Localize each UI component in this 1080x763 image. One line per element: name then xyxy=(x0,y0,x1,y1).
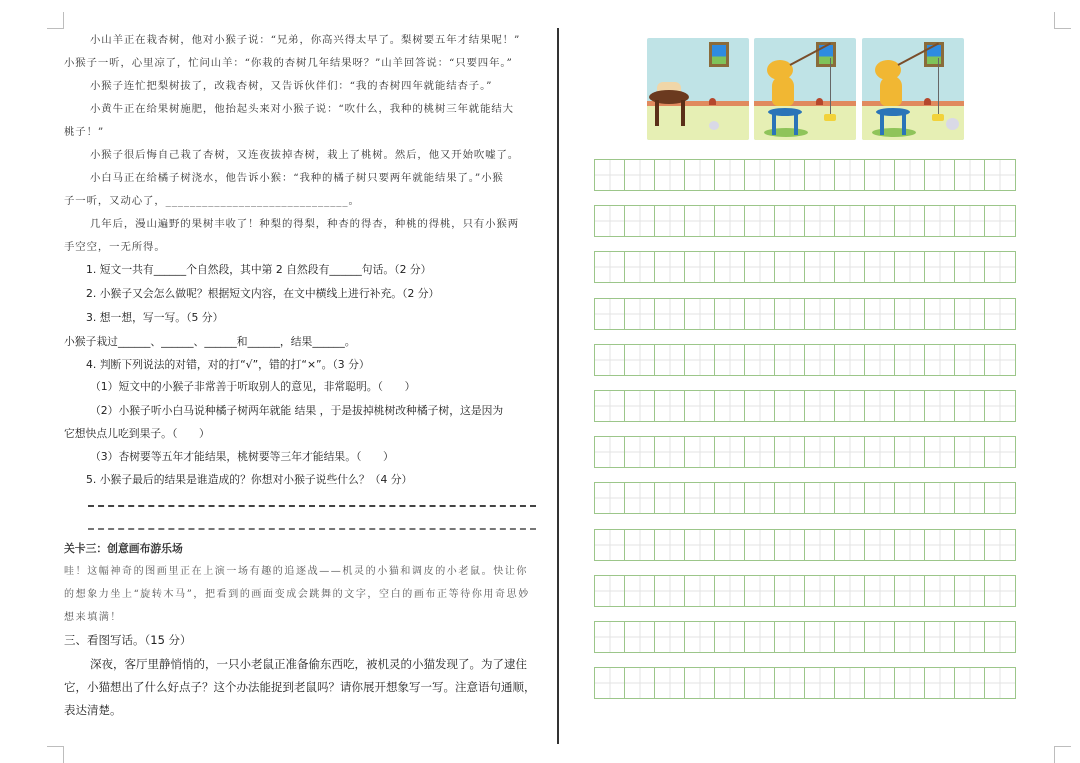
grid-cell[interactable] xyxy=(775,252,805,282)
grid-cell[interactable] xyxy=(985,252,1015,282)
grid-cell[interactable] xyxy=(625,437,655,467)
grid-cell[interactable] xyxy=(715,622,745,652)
grid-cell[interactable] xyxy=(745,160,775,190)
grid-cell[interactable] xyxy=(685,252,715,282)
cat-icon xyxy=(772,76,794,106)
grid-cell[interactable] xyxy=(595,668,625,698)
section-3-intro: 哇！这幅神奇的图画里正在上演一场有趣的追逐战——机灵的小猫和调皮的小老鼠。快让你 xyxy=(64,566,528,577)
page-corner-mark xyxy=(1054,12,1071,29)
grid-cell[interactable] xyxy=(955,206,985,236)
grid-cell[interactable] xyxy=(715,576,745,606)
question-2: 2. 小猴子又会怎么做呢？根据短文内容，在文中横线上进行补充。（2 分） xyxy=(86,287,440,300)
grid-row[interactable] xyxy=(594,159,1016,191)
grid-row[interactable] xyxy=(594,621,1016,653)
question-4: 4. 判断下列说法的对错，对的打“√”，错的打“×”。（3 分） xyxy=(86,358,370,371)
grid-cell[interactable] xyxy=(835,345,865,375)
grid-cell[interactable] xyxy=(865,206,895,236)
grid-cell[interactable] xyxy=(985,299,1015,329)
cheese-icon xyxy=(932,114,944,121)
grid-cell[interactable] xyxy=(745,391,775,421)
grid-cell[interactable] xyxy=(775,530,805,560)
grid-cell[interactable] xyxy=(595,391,625,421)
grid-cell[interactable] xyxy=(745,530,775,560)
section-3-heading: 三、看图写话。（15 分） xyxy=(64,633,192,647)
grid-cell[interactable] xyxy=(655,206,685,236)
grid-cell[interactable] xyxy=(835,530,865,560)
grid-cell[interactable] xyxy=(895,252,925,282)
grid-cell[interactable] xyxy=(685,160,715,190)
stool-shadow xyxy=(764,128,808,137)
grid-cell[interactable] xyxy=(895,622,925,652)
grid-cell[interactable] xyxy=(595,530,625,560)
grid-cell[interactable] xyxy=(595,160,625,190)
grid-cell[interactable] xyxy=(745,437,775,467)
page-divider xyxy=(557,28,559,744)
grid-cell[interactable] xyxy=(835,160,865,190)
grid-cell[interactable] xyxy=(745,668,775,698)
grid-cell[interactable] xyxy=(985,345,1015,375)
grid-cell[interactable] xyxy=(895,160,925,190)
grid-cell[interactable] xyxy=(835,668,865,698)
story-paragraph: 小黄牛正在给果树施肥，他抬起头来对小猴子说：“吹什么，我种的桃树三年就能结大 xyxy=(90,103,514,115)
grid-cell[interactable] xyxy=(955,160,985,190)
grid-cell[interactable] xyxy=(925,530,955,560)
grid-cell[interactable] xyxy=(895,483,925,513)
mouse-icon xyxy=(946,118,959,130)
question-4-item-2: （2）小猴子听小白马说种橘子树两年就能 结果 ，于是拔掉桃树改种橘子树，这是因为 xyxy=(90,404,504,417)
grid-cell[interactable] xyxy=(985,576,1015,606)
grid-cell[interactable] xyxy=(595,299,625,329)
grid-cell[interactable] xyxy=(775,483,805,513)
grid-cell[interactable] xyxy=(625,391,655,421)
grid-cell[interactable] xyxy=(925,437,955,467)
grid-cell[interactable] xyxy=(715,160,745,190)
grid-cell[interactable] xyxy=(835,299,865,329)
grid-cell[interactable] xyxy=(955,299,985,329)
question-4-item-1: （1）短文中的小猴子非常善于听取别人的意见，非常聪明。（ ） xyxy=(90,380,416,393)
grid-cell[interactable] xyxy=(835,622,865,652)
grid-cell[interactable] xyxy=(625,483,655,513)
stool-leg xyxy=(794,113,798,135)
question-4-item-2-cont: 它想快点儿吃到果子。（ ） xyxy=(64,427,210,440)
story-paragraph: 桃子！” xyxy=(64,126,105,138)
story-paragraph: 小猴子一听，心里凉了，忙问山羊：“你栽的杏树几年结果呀？”山羊回答说：“只要四年。” xyxy=(64,57,513,69)
baseboard xyxy=(754,101,856,106)
grid-cell[interactable] xyxy=(625,299,655,329)
stool-icon xyxy=(876,108,910,116)
grid-cell[interactable] xyxy=(805,299,835,329)
grid-cell[interactable] xyxy=(685,345,715,375)
mouse-icon xyxy=(709,121,719,130)
grid-cell[interactable] xyxy=(895,391,925,421)
cat-icon xyxy=(880,76,902,106)
grid-cell[interactable] xyxy=(865,345,895,375)
grid-cell[interactable] xyxy=(595,252,625,282)
grid-cell[interactable] xyxy=(655,252,685,282)
grid-cell[interactable] xyxy=(715,299,745,329)
grid-cell[interactable] xyxy=(835,252,865,282)
grid-cell[interactable] xyxy=(625,206,655,236)
stool-shadow xyxy=(872,128,916,137)
grid-cell[interactable] xyxy=(625,576,655,606)
cheese-icon xyxy=(824,114,836,121)
fishing-string xyxy=(830,58,831,116)
grid-row[interactable] xyxy=(594,205,1016,237)
grid-cell[interactable] xyxy=(925,345,955,375)
grid-cell[interactable] xyxy=(805,160,835,190)
grid-cell[interactable] xyxy=(715,252,745,282)
page-corner-mark xyxy=(47,12,64,29)
grid-cell[interactable] xyxy=(955,622,985,652)
grid-cell[interactable] xyxy=(775,668,805,698)
answer-line[interactable] xyxy=(88,505,536,507)
grid-cell[interactable] xyxy=(655,576,685,606)
grid-cell[interactable] xyxy=(805,668,835,698)
grid-cell[interactable] xyxy=(985,206,1015,236)
grid-cell[interactable] xyxy=(955,576,985,606)
grid-cell[interactable] xyxy=(955,530,985,560)
grid-cell[interactable] xyxy=(595,345,625,375)
grid-cell[interactable] xyxy=(865,437,895,467)
grid-cell[interactable] xyxy=(895,576,925,606)
grid-cell[interactable] xyxy=(925,668,955,698)
grid-cell[interactable] xyxy=(985,391,1015,421)
grid-cell[interactable] xyxy=(925,160,955,190)
grid-cell[interactable] xyxy=(655,391,685,421)
grid-cell[interactable] xyxy=(805,530,835,560)
grid-cell[interactable] xyxy=(655,299,685,329)
stool-leg xyxy=(772,113,776,135)
grid-cell[interactable] xyxy=(955,391,985,421)
grid-cell[interactable] xyxy=(745,345,775,375)
grid-row[interactable] xyxy=(594,298,1016,330)
answer-line[interactable] xyxy=(88,528,536,530)
grid-cell[interactable] xyxy=(985,160,1015,190)
grid-cell[interactable] xyxy=(655,160,685,190)
grid-cell[interactable] xyxy=(775,437,805,467)
section-3-intro: 的想象力坐上“旋转木马”，把看到的画面变成会跳舞的文字，空白的画布正等待你用奇思妙 xyxy=(64,589,530,600)
story-paragraph: 小猴子连忙把梨树拔了，改栽杏树，又告诉伙伴们：“我的杏树四年就能结杏子。” xyxy=(90,80,493,92)
question-4-item-3: （3）杏树要等五年才能结果，桃树要等三年才能结果。（ ） xyxy=(90,450,394,463)
grid-cell[interactable] xyxy=(715,206,745,236)
grid-cell[interactable] xyxy=(775,345,805,375)
grid-cell[interactable] xyxy=(955,437,985,467)
grid-cell[interactable] xyxy=(775,391,805,421)
grid-cell[interactable] xyxy=(835,483,865,513)
grid-cell[interactable] xyxy=(775,622,805,652)
grid-cell[interactable] xyxy=(685,206,715,236)
grid-cell[interactable] xyxy=(865,252,895,282)
grid-cell[interactable] xyxy=(955,668,985,698)
grid-row[interactable] xyxy=(594,251,1016,283)
grid-cell[interactable] xyxy=(655,437,685,467)
writing-prompt: 它，小猫想出了什么好点子？这个办法能捉到老鼠吗？请你展开想象写一写。注意语句通顺， xyxy=(64,680,536,694)
grid-cell[interactable] xyxy=(685,437,715,467)
grid-cell[interactable] xyxy=(925,206,955,236)
writing-prompt: 深夜，客厅里静悄悄的，一只小老鼠正准备偷东西吃，被机灵的小猫发现了。为了逮住 xyxy=(90,657,527,671)
grid-row[interactable] xyxy=(594,344,1016,376)
grid-cell[interactable] xyxy=(715,530,745,560)
grid-cell[interactable] xyxy=(625,622,655,652)
grid-cell[interactable] xyxy=(805,483,835,513)
grid-cell[interactable] xyxy=(745,576,775,606)
grid-cell[interactable] xyxy=(625,252,655,282)
floor xyxy=(647,104,749,140)
grid-cell[interactable] xyxy=(745,252,775,282)
story-paragraph: 小猴子很后悔自己栽了杏树，又连夜拔掉杏树，栽上了桃树。然后，他又开始吹嘘了。 xyxy=(90,149,520,161)
grid-row[interactable] xyxy=(594,482,1016,514)
picture-panel-2 xyxy=(754,38,856,140)
grid-cell[interactable] xyxy=(775,160,805,190)
grid-cell[interactable] xyxy=(685,299,715,329)
grid-cell[interactable] xyxy=(595,483,625,513)
grid-cell[interactable] xyxy=(595,206,625,236)
section-3-intro: 想来填满！ xyxy=(64,612,122,623)
grid-cell[interactable] xyxy=(655,345,685,375)
picture-panel-3 xyxy=(862,38,964,140)
grid-cell[interactable] xyxy=(835,206,865,236)
grid-cell[interactable] xyxy=(595,576,625,606)
grid-cell[interactable] xyxy=(715,483,745,513)
grid-cell[interactable] xyxy=(685,668,715,698)
grid-cell[interactable] xyxy=(895,299,925,329)
grid-cell[interactable] xyxy=(925,576,955,606)
story-paragraph: 几年后，漫山遍野的果树丰收了！种梨的得梨，种杏的得杏，种桃的得桃，只有小猴两 xyxy=(90,218,520,230)
stool-icon xyxy=(768,108,802,116)
grid-row[interactable] xyxy=(594,575,1016,607)
grid-cell[interactable] xyxy=(865,622,895,652)
grid-cell[interactable] xyxy=(625,160,655,190)
grid-cell[interactable] xyxy=(625,668,655,698)
question-5: 5. 小猴子最后的结果是谁造成的？你想对小猴子说些什么？（4 分） xyxy=(86,473,413,486)
wall-picture-icon xyxy=(709,42,729,67)
baseboard xyxy=(862,101,964,106)
grid-cell[interactable] xyxy=(985,483,1015,513)
grid-cell[interactable] xyxy=(805,437,835,467)
grid-cell[interactable] xyxy=(835,576,865,606)
grid-cell[interactable] xyxy=(865,391,895,421)
grid-cell[interactable] xyxy=(685,576,715,606)
grid-cell[interactable] xyxy=(865,160,895,190)
question-3-fill[interactable]: 小猴子栽过______、______、______和______，结果______。 xyxy=(64,335,356,348)
stool-leg xyxy=(902,113,906,135)
grid-cell[interactable] xyxy=(715,345,745,375)
grid-row[interactable] xyxy=(594,436,1016,468)
grid-cell[interactable] xyxy=(715,391,745,421)
grid-cell[interactable] xyxy=(895,668,925,698)
grid-cell[interactable] xyxy=(685,391,715,421)
grid-cell[interactable] xyxy=(865,576,895,606)
grid-cell[interactable] xyxy=(805,622,835,652)
story-paragraph: 小白马正在给橘子树浇水，他告诉小猴：“我种的橘子树只要两年就能结果了。”小猴 xyxy=(90,172,504,184)
grid-cell[interactable] xyxy=(745,299,775,329)
picture-panel-1 xyxy=(647,38,749,140)
grid-cell[interactable] xyxy=(685,622,715,652)
grid-cell[interactable] xyxy=(655,668,685,698)
grid-cell[interactable] xyxy=(985,622,1015,652)
grid-cell[interactable] xyxy=(775,299,805,329)
grid-cell[interactable] xyxy=(775,576,805,606)
grid-cell[interactable] xyxy=(955,252,985,282)
grid-cell[interactable] xyxy=(925,622,955,652)
grid-cell[interactable] xyxy=(865,530,895,560)
grid-cell[interactable] xyxy=(745,206,775,236)
question-3: 3. 想一想，写一写。（5 分） xyxy=(86,311,224,324)
fishing-string xyxy=(938,58,939,116)
grid-cell[interactable] xyxy=(835,437,865,467)
grid-cell[interactable] xyxy=(595,437,625,467)
grid-cell[interactable] xyxy=(715,668,745,698)
stool-leg xyxy=(880,113,884,135)
story-paragraph: 手空空，一无所得。 xyxy=(64,241,166,253)
grid-cell[interactable] xyxy=(865,668,895,698)
grid-cell[interactable] xyxy=(805,576,835,606)
story-paragraph: 小山羊正在栽杏树，他对小猴子说：“兄弟，你高兴得太早了。梨树要五年才结果呢！” xyxy=(90,34,521,46)
grid-row[interactable] xyxy=(594,390,1016,422)
grid-cell[interactable] xyxy=(625,345,655,375)
grid-cell[interactable] xyxy=(805,252,835,282)
table-leg xyxy=(655,100,659,126)
grid-cell[interactable] xyxy=(625,530,655,560)
grid-cell[interactable] xyxy=(985,668,1015,698)
grid-cell[interactable] xyxy=(895,530,925,560)
mouse-hole-icon xyxy=(924,98,931,105)
grid-cell[interactable] xyxy=(895,206,925,236)
table-leg xyxy=(681,100,685,126)
grid-cell[interactable] xyxy=(955,483,985,513)
grid-cell[interactable] xyxy=(805,345,835,375)
grid-cell[interactable] xyxy=(835,391,865,421)
page-corner-mark xyxy=(47,746,64,763)
section-3-title: 关卡三：创意画布游乐场 xyxy=(64,542,183,555)
grid-cell[interactable] xyxy=(655,530,685,560)
grid-row[interactable] xyxy=(594,529,1016,561)
grid-cell[interactable] xyxy=(775,206,805,236)
grid-row[interactable] xyxy=(594,667,1016,699)
grid-cell[interactable] xyxy=(985,530,1015,560)
grid-cell[interactable] xyxy=(985,437,1015,467)
grid-cell[interactable] xyxy=(685,530,715,560)
grid-cell[interactable] xyxy=(745,622,775,652)
grid-cell[interactable] xyxy=(805,206,835,236)
mouse-hole-icon xyxy=(816,98,823,105)
mouse-hole-icon xyxy=(709,98,716,105)
grid-cell[interactable] xyxy=(865,483,895,513)
story-fill-blank[interactable]: 子一听，又动心了，______________________________。 xyxy=(64,195,360,207)
grid-cell[interactable] xyxy=(925,252,955,282)
grid-cell[interactable] xyxy=(655,622,685,652)
grid-cell[interactable] xyxy=(595,622,625,652)
grid-cell[interactable] xyxy=(745,483,775,513)
grid-cell[interactable] xyxy=(955,345,985,375)
grid-cell[interactable] xyxy=(685,483,715,513)
grid-cell[interactable] xyxy=(715,437,745,467)
page-corner-mark xyxy=(1054,746,1071,763)
grid-cell[interactable] xyxy=(865,299,895,329)
question-1: 1. 短文一共有______个自然段，其中第 2 自然段有______句话。（2 分） xyxy=(86,263,432,276)
grid-cell[interactable] xyxy=(895,345,925,375)
grid-cell[interactable] xyxy=(655,483,685,513)
grid-cell[interactable] xyxy=(805,391,835,421)
grid-cell[interactable] xyxy=(925,391,955,421)
grid-cell[interactable] xyxy=(925,299,955,329)
grid-cell[interactable] xyxy=(925,483,955,513)
writing-prompt: 表达清楚。 xyxy=(64,703,122,717)
grid-cell[interactable] xyxy=(895,437,925,467)
